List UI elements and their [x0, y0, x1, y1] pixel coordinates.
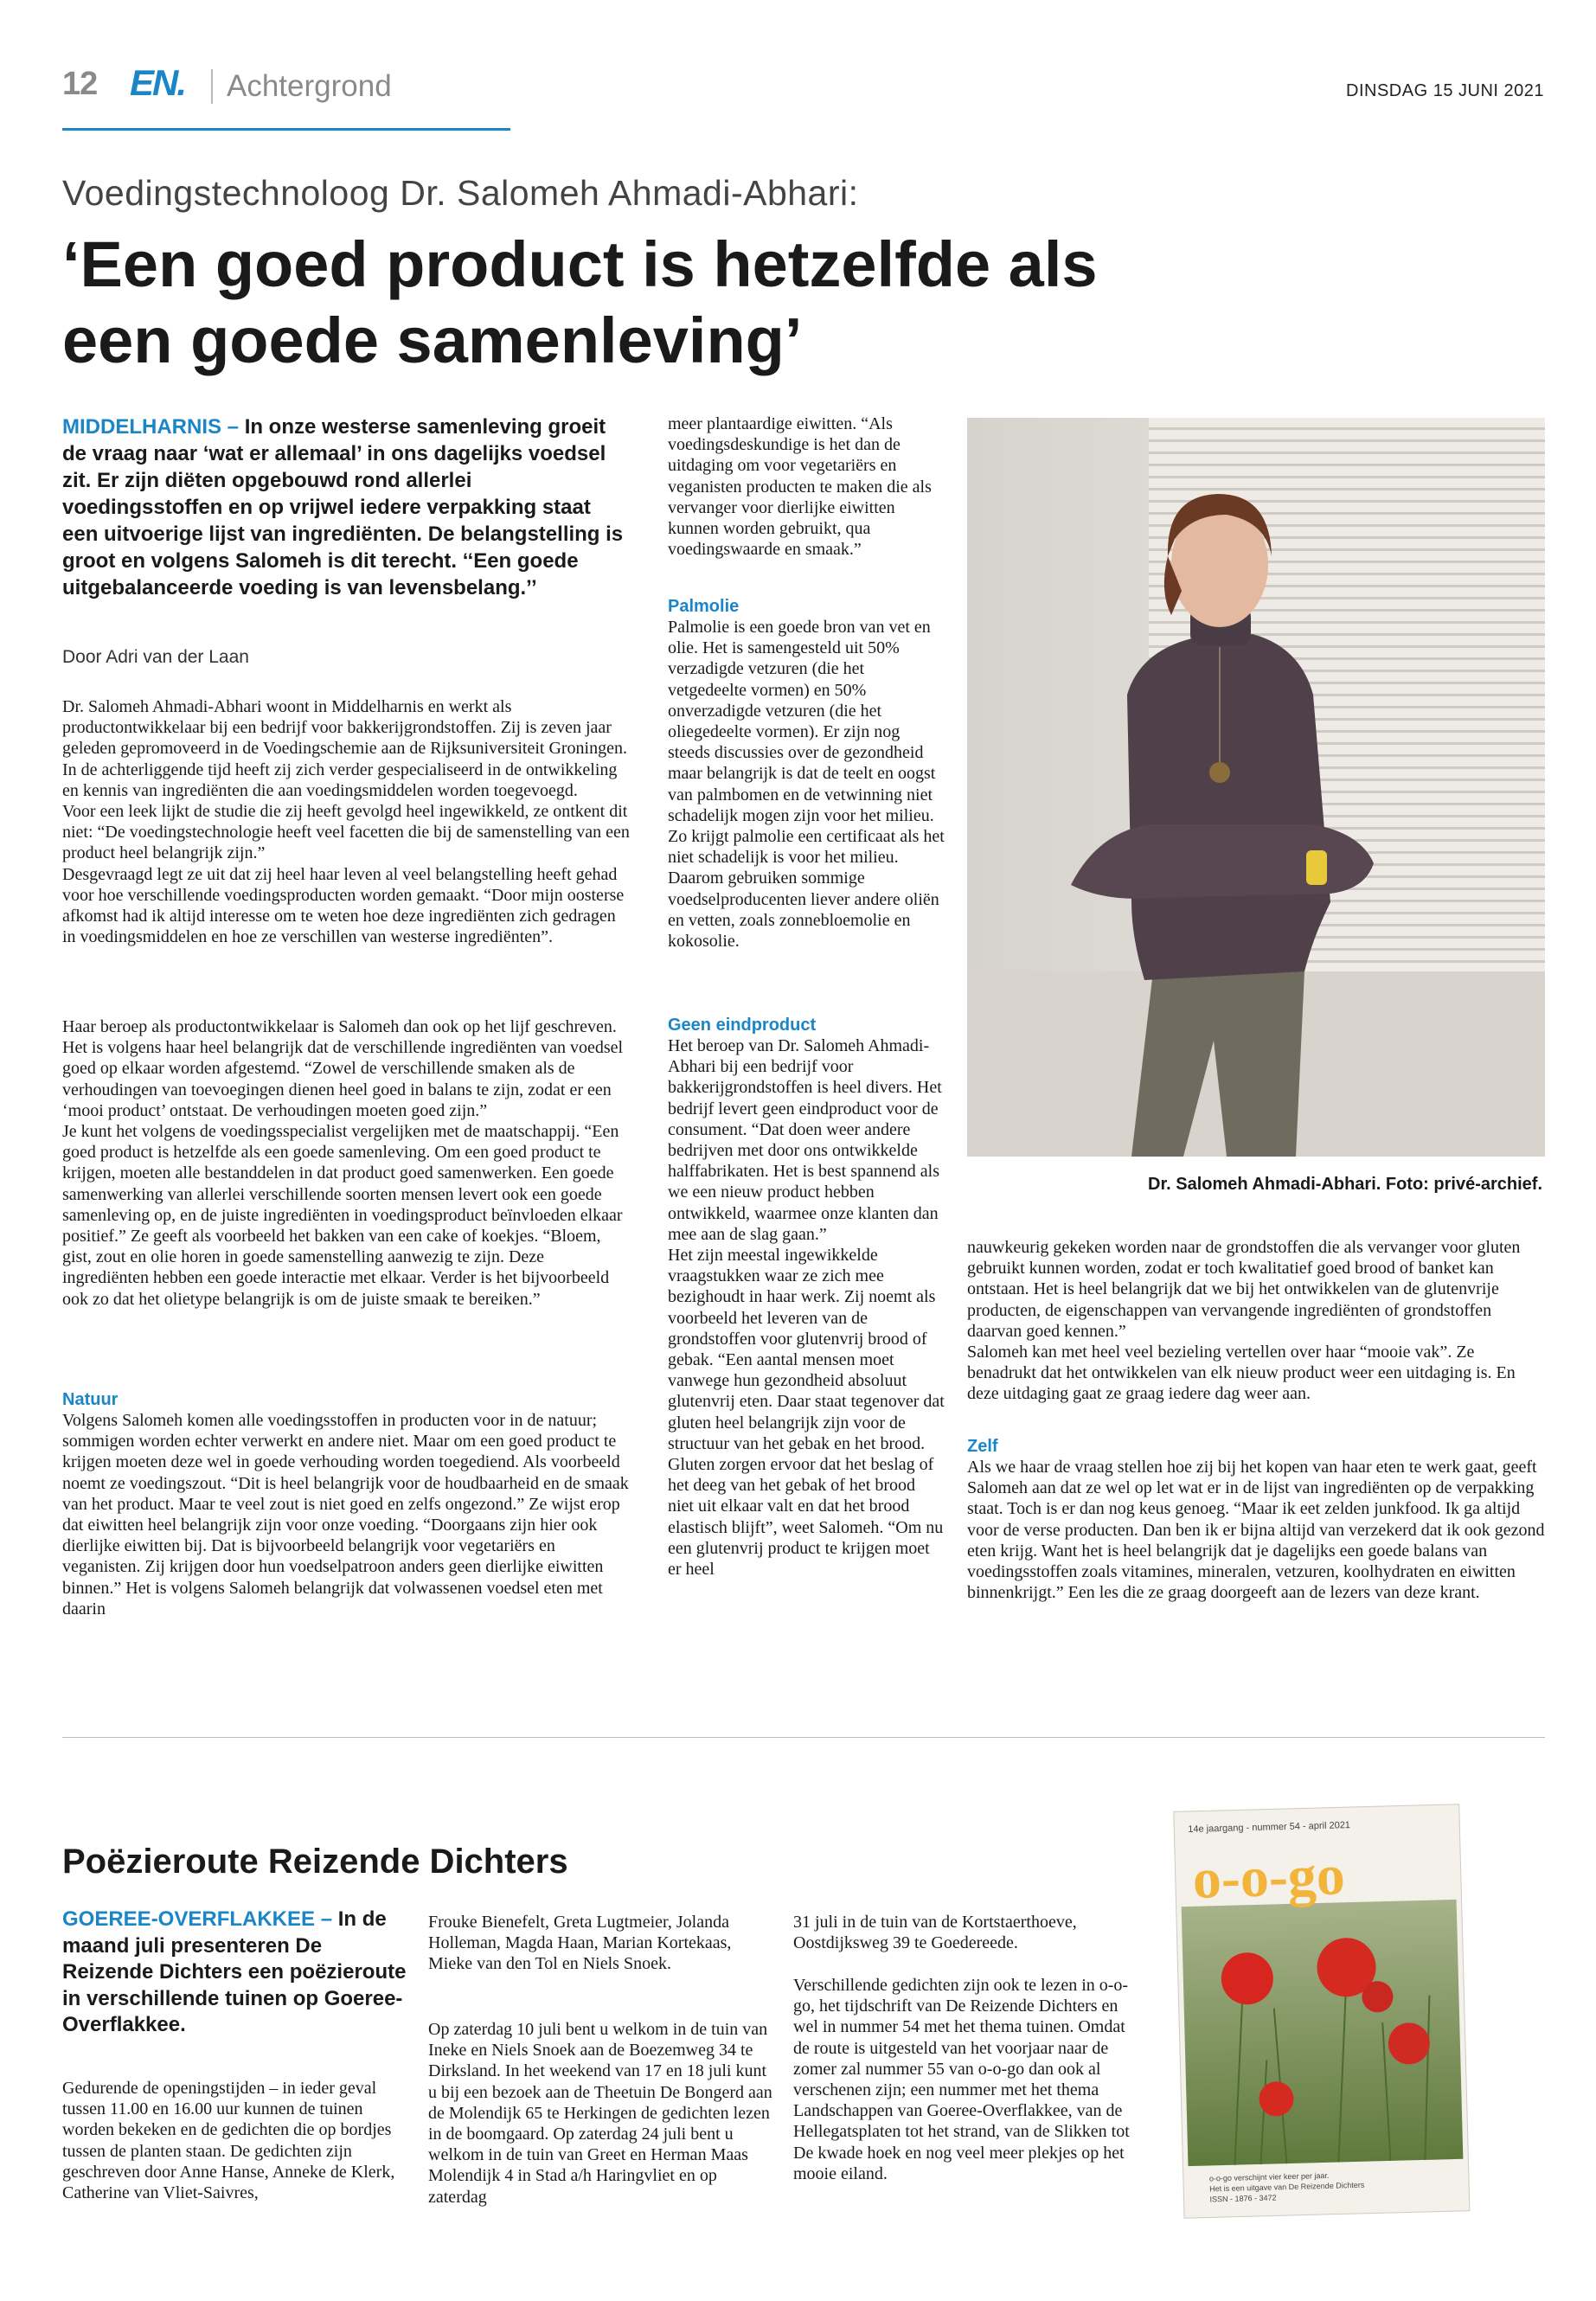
paragraph-text: Als we haar de vraag stellen hoe zij bij het kopen van haar eten te werk gaat, geeft Salomeh aan dat ze wel op let wat er in de lijst van ingrediënten op de verpakking staat. Toch is er dan nog keus genoeg. “Maar ik eet zelden junkfood. Ik ga altijd voor de verse producten. Dan ben ik er bijna altijd van verzekerd dat ik ook gezond eten krijg. Want het is heel belangrijk dat je dagelijks een goede balans van voedingsstoffen zoals vitamines, mineralen, vetzuren, koolhydraten en eiwitten binnenkrijgt.” Een les die ze graag doorgeeft aan de lezers van deze krant. [967, 1458, 1545, 1603]
paragraph-text: Frouke Bienefelt, Greta Lugtmeier, Jolanda Holleman, Magda Haan, Marian Kortekaas, Mieke van den Tol en Niels Snoek. [428, 1913, 732, 1974]
magazine-issue-line: 14e jaargang - nummer 54 - april 2021 [1188, 1820, 1351, 1835]
body-paragraph [967, 1237, 1547, 1405]
body-paragraph [428, 2019, 774, 2208]
subheading-natuur: Natuur [62, 1390, 119, 1409]
body-paragraph [668, 1035, 945, 1580]
poezie-lead [62, 1907, 408, 2039]
article-lead [62, 413, 625, 601]
lead-place: GOEREE-OVERFLAKKEE – [62, 1907, 333, 1931]
paragraph-text: Haar beroep als productontwikkelaar is Salomeh dan ook op het lijf geschreven. Het is volgens haar heel belangrijk dat de verschillende ingrediënten van voedsel goed op elkaar worden afgestemd. “Zowel de verschillende smaken als de verhoudingen van toevoegingen dienen heel goed in balans te zijn, zodat er een ‘mooi product’ ontstaat. De verhoudingen moeten goed zijn.” Je kunt het volgens de voedingsspecialist vergelijken met de maatschappij. “Een goed product is hetzelfde als een goede samenleving. Om een goed product te krijgen, moeten alle bestanddelen in dat product goed samenwerken. Een goede samenwerking van allerlei verschillende soorten mensen levert ook een goede samenleving op, en de juiste ingrediënten in voedingsproduct beïnvloeden elkaar positief.” Ze geeft als voorbeeld het bakken van een cake of koekjes. “Bloem, gist, zout en olie horen in goede samenstelling aanwezig te zijn. Deze ingrediënten hebben een goede interactie met elkaar. Verder is het bijvoorbeeld ook zo dat het olietype belangrijk is om de juiste smaak te bereiken.” [62, 1017, 624, 1309]
paragraph-text: Gedurende de openingstijden – in ieder geval tussen 11.00 en 16.00 uur kunnen de tuinen worden bekeken en de gedichten die op bordjes tussen de planten staan. De gedichten zijn geschreven door Anne Hanse, Anneke de Klerk, Catherine van Vliet-Saivres, [62, 2079, 395, 2203]
paragraph-text: Dr. Salomeh Ahmadi-Abhari woont in Middelharnis en werkt als productontwikkelaar bij een bedrijf voor bakkerijgrondstoffen. Zij is zeven jaar geleden gepromoveerd in de Voedingschemie aan de Rijksuniversiteit Groningen. In de achterliggende tijd heeft zij zich verder gespecialiseerd in de ontwikkeling en kennis van ingrediënten die aan voedingsmiddelen worden toegevoegd. Voor een leek lijkt de studie die zij heeft gevolgd heel ingewikkeld, ze ontkent dit niet: “De voedingstechnologie heeft veel facetten die bij de samenstelling van een product heel belangrijk zijn.” Desgevraagd legt ze uit dat zij heel haar leven al veel belangstelling heeft gehad voor hoe verschillende voedingsproducten worden gemaakt. “Door mijn oosterse afkomst had ik altijd interesse om te weten hoe deze ingrediënten zich gedragen in voedingsmiddelen en hoe ze verschillen van westerse ingrediënten”. [62, 697, 630, 947]
section-title: Achtergrond [227, 69, 392, 103]
subheading-palmolie: Palmolie [668, 597, 740, 616]
article-divider [62, 1737, 1545, 1738]
lead-text: In de maand juli presenteren De Reizende Dichters een poëzieroute in verschillende tuinen op Goeree-Overflakkee. [62, 1907, 407, 2036]
body-paragraph [668, 617, 945, 952]
paragraph-text: Verschillende gedichten zijn ook te lezen in o-o-go, het tijdschrift van De Reizende Dichters en wel in nummer 54 met het thema tuinen. Omdat de route is uitgesteld van het voorjaar naar de zomer zal nummer 55 van o-o-go dan ook al verschenen zijn; een nummer met het thema Landschappen van Goeree-Overflakkee, van de Hellegatsplaten tot het strand, van de Slikken tot De kwade hoek en nog veel meer plekjes op het mooie eiland. [793, 1976, 1130, 2183]
poezie-headline: Poëzieroute Reizende Dichters [62, 1843, 568, 1881]
header-separator [211, 69, 213, 104]
byline: Door Adri van der Laan [62, 647, 249, 667]
body-paragraph [793, 1912, 1139, 1953]
subheading-geen-eindproduct: Geen eindproduct [668, 1016, 817, 1035]
body-paragraph [668, 413, 945, 560]
page-number: 12 [62, 66, 98, 102]
magazine-title: o-o-go [1191, 1843, 1346, 1911]
article-kicker: Voedingstechnoloog Dr. Salomeh Ahmadi-Abhari: [62, 173, 859, 213]
magazine-footer-line-3: ISSN - 1876 - 3472 [1209, 2193, 1277, 2204]
header-rule [62, 128, 510, 131]
magazine-cover-illustration [1162, 1799, 1482, 2232]
photo-caption: Dr. Salomeh Ahmadi-Abhari. Foto: privé-archief. [1148, 1175, 1542, 1194]
article-headline: ‘Een goed product is hetzelfde als een goede samenleving’ [62, 228, 1098, 376]
newspaper-logo: EN. [130, 62, 186, 103]
lead-text: In onze westerse samenleving groeit de vraag naar ‘wat er allemaal’ in ons dagelijks voedsel zit. Er zijn diëten opgebouwd rond allerlei voedingsstoffen en op vrijwel iedere verpakking staat een uitvoerige lijst van ingrediënten. De belangstelling is groot en volgens Salomeh is dit terecht. ‘‘Een goede uitgebalanceerde voeding is van levensbelang.’’ [62, 415, 624, 599]
paragraph-text: meer plantaardige eiwitten. “Als voedingsdeskundige is het dan de uitdaging om voor vegetariërs en veganisten producten te maken die als vervanger voor dierlijke eiwitten kunnen worden gebruikt, qua voedingswaarde en smaak.” [668, 414, 932, 560]
paragraph-text: Palmolie is een goede bron van vet en olie. Het is samengesteld uit 50% verzadigde vetzuren (die het vetgedeelte vormen) en 50% onverzadigde vetzuren (die het oliegedeelte vormen). Er zijn nog steeds discussies over de gezondheid maar belangrijk is dat de teelt en oogst van palmbomen en de vetwinning niet schadelijk mogen zijn voor het milieu. Zo krijgt palmolie een certificaat als het niet schadelijk is voor het milieu. Daarom gebruiken sommige voedselproducenten liever andere oliën en vetten, zoals zonnebloemolie en kokosolie. [668, 618, 945, 952]
issue-date: DINSDAG 15 JUNI 2021 [1346, 81, 1544, 100]
body-paragraph [967, 1457, 1547, 1603]
body-paragraph [62, 696, 633, 947]
paragraph-text: nauwkeurig gekeken worden naar de grondstoffen die als vervanger voor gluten gebruikt kunnen worden, zodat er toch kwalitatief goed brood of banket kan ontstaan. Het is heel belangrijk dat we bij het ontwikkelen van de glutenvrije producten, de eigenschappen van vervangende ingrediënten of grondstoffen daarvan goed kennen.” Salomeh kan met heel veel bezieling vertellen over haar “mooie vak”. Ze benadrukt dat het ontwikkelen van elk nieuw product weer een uitdaging is. En deze uitdaging gaat ze graag iedere dag weer aan. [967, 1238, 1521, 1404]
subheading-zelf: Zelf [967, 1437, 998, 1456]
lead-place: MIDDELHARNIS – [62, 415, 240, 439]
magazine-footer-line-1: o-o-go verschijnt vier keer per jaar. [1208, 2170, 1330, 2183]
portrait-photo [967, 418, 1545, 1157]
paragraph-text: Het beroep van Dr. Salomeh Ahmadi-Abhari bij een bedrijf voor bakkerijgrondstoffen is heel divers. Het bedrijf levert geen eindproduct voor de consument. “Dat doen weer andere bedrijven met door ons ontwikkelde halffabrikaten. Het is best spannend als we een nieuw product hebben ontwikkeld, waarmee onze klanten dan mee aan de slag gaan.” Het zijn meestal ingewikkelde vraagstukken waar ze zich mee bezighoudt in haar werk. Zij noemt als voorbeeld het leveren van de grondstoffen voor glutenvrij brood of gebak. “Een aantal mensen moet vanwege hun gezondheid absoluut glutenvrij eten. Daar staat tegenover dat gluten heel belangrijk zijn voor de structuur van het gebak en het brood. Gluten zorgen ervoor dat het beslag of het deeg van het gebak of het brood niet uit elkaar valt en dat het brood elastisch blijft”, weet Salomeh. “Om nu een glutenvrij product te krijgen moet er heel [668, 1036, 945, 1580]
paragraph-text: Op zaterdag 10 juli bent u welkom in de tuin van Ineke en Niels Snoek aan de Boezemweg 34 te Dirksland. In het weekend van 17 en 18 juli kunt u bij een bezoek aan de Theetuin De Bongerd aan de Molendijk 65 te Herkingen de gedichten lezen in de boomgaard. Op zaterdag 24 juli bent u welkom in de tuin van Greet en Herman Maas Molendijk 4 in Stad a/h Haringvliet en op zaterdag [428, 2020, 772, 2207]
body-paragraph [793, 1975, 1139, 2184]
body-paragraph [62, 1016, 633, 1310]
body-paragraph [428, 1912, 774, 1975]
magazine-footer-line-2: Het is een uitgave van De Reizende Dichters [1209, 2180, 1365, 2194]
body-paragraph [62, 2078, 417, 2203]
portrait-illustration [967, 418, 1545, 1157]
paragraph-text: 31 juli in de tuin van de Kortstaerthoeve, Oostdijksweg 39 te Goedereede. [793, 1913, 1077, 1953]
paragraph-text: Volgens Salomeh komen alle voedingsstoffen in producten voor in de natuur; sommigen worden echter verwerkt en andere niet. Maar om een goed product te krijgen moeten deze wel in goede verhouding worden toegediend. Als voorbeeld noemt ze voedingszout. “Dit is heel belangrijk voor de houdbaarheid en de smaak van het product. Maar te veel zout is niet goed en zelfs ongezond.” Ze wijst erop dat eiwitten heel belangrijk zijn voor onze voeding. “Doorgaans zijn hier ook dierlijke eiwitten bij. Dat is bijvoorbeeld belangrijk voor vegetariërs en veganisten. Zij krijgen door hun voedselpatroon anders geen dierlijke eiwitten binnen.” Het is volgens Salomeh belangrijk dat volwassenen voedsel eten met daarin [62, 1411, 629, 1618]
magazine-cover [1162, 1799, 1482, 2232]
body-paragraph [62, 1410, 633, 1619]
